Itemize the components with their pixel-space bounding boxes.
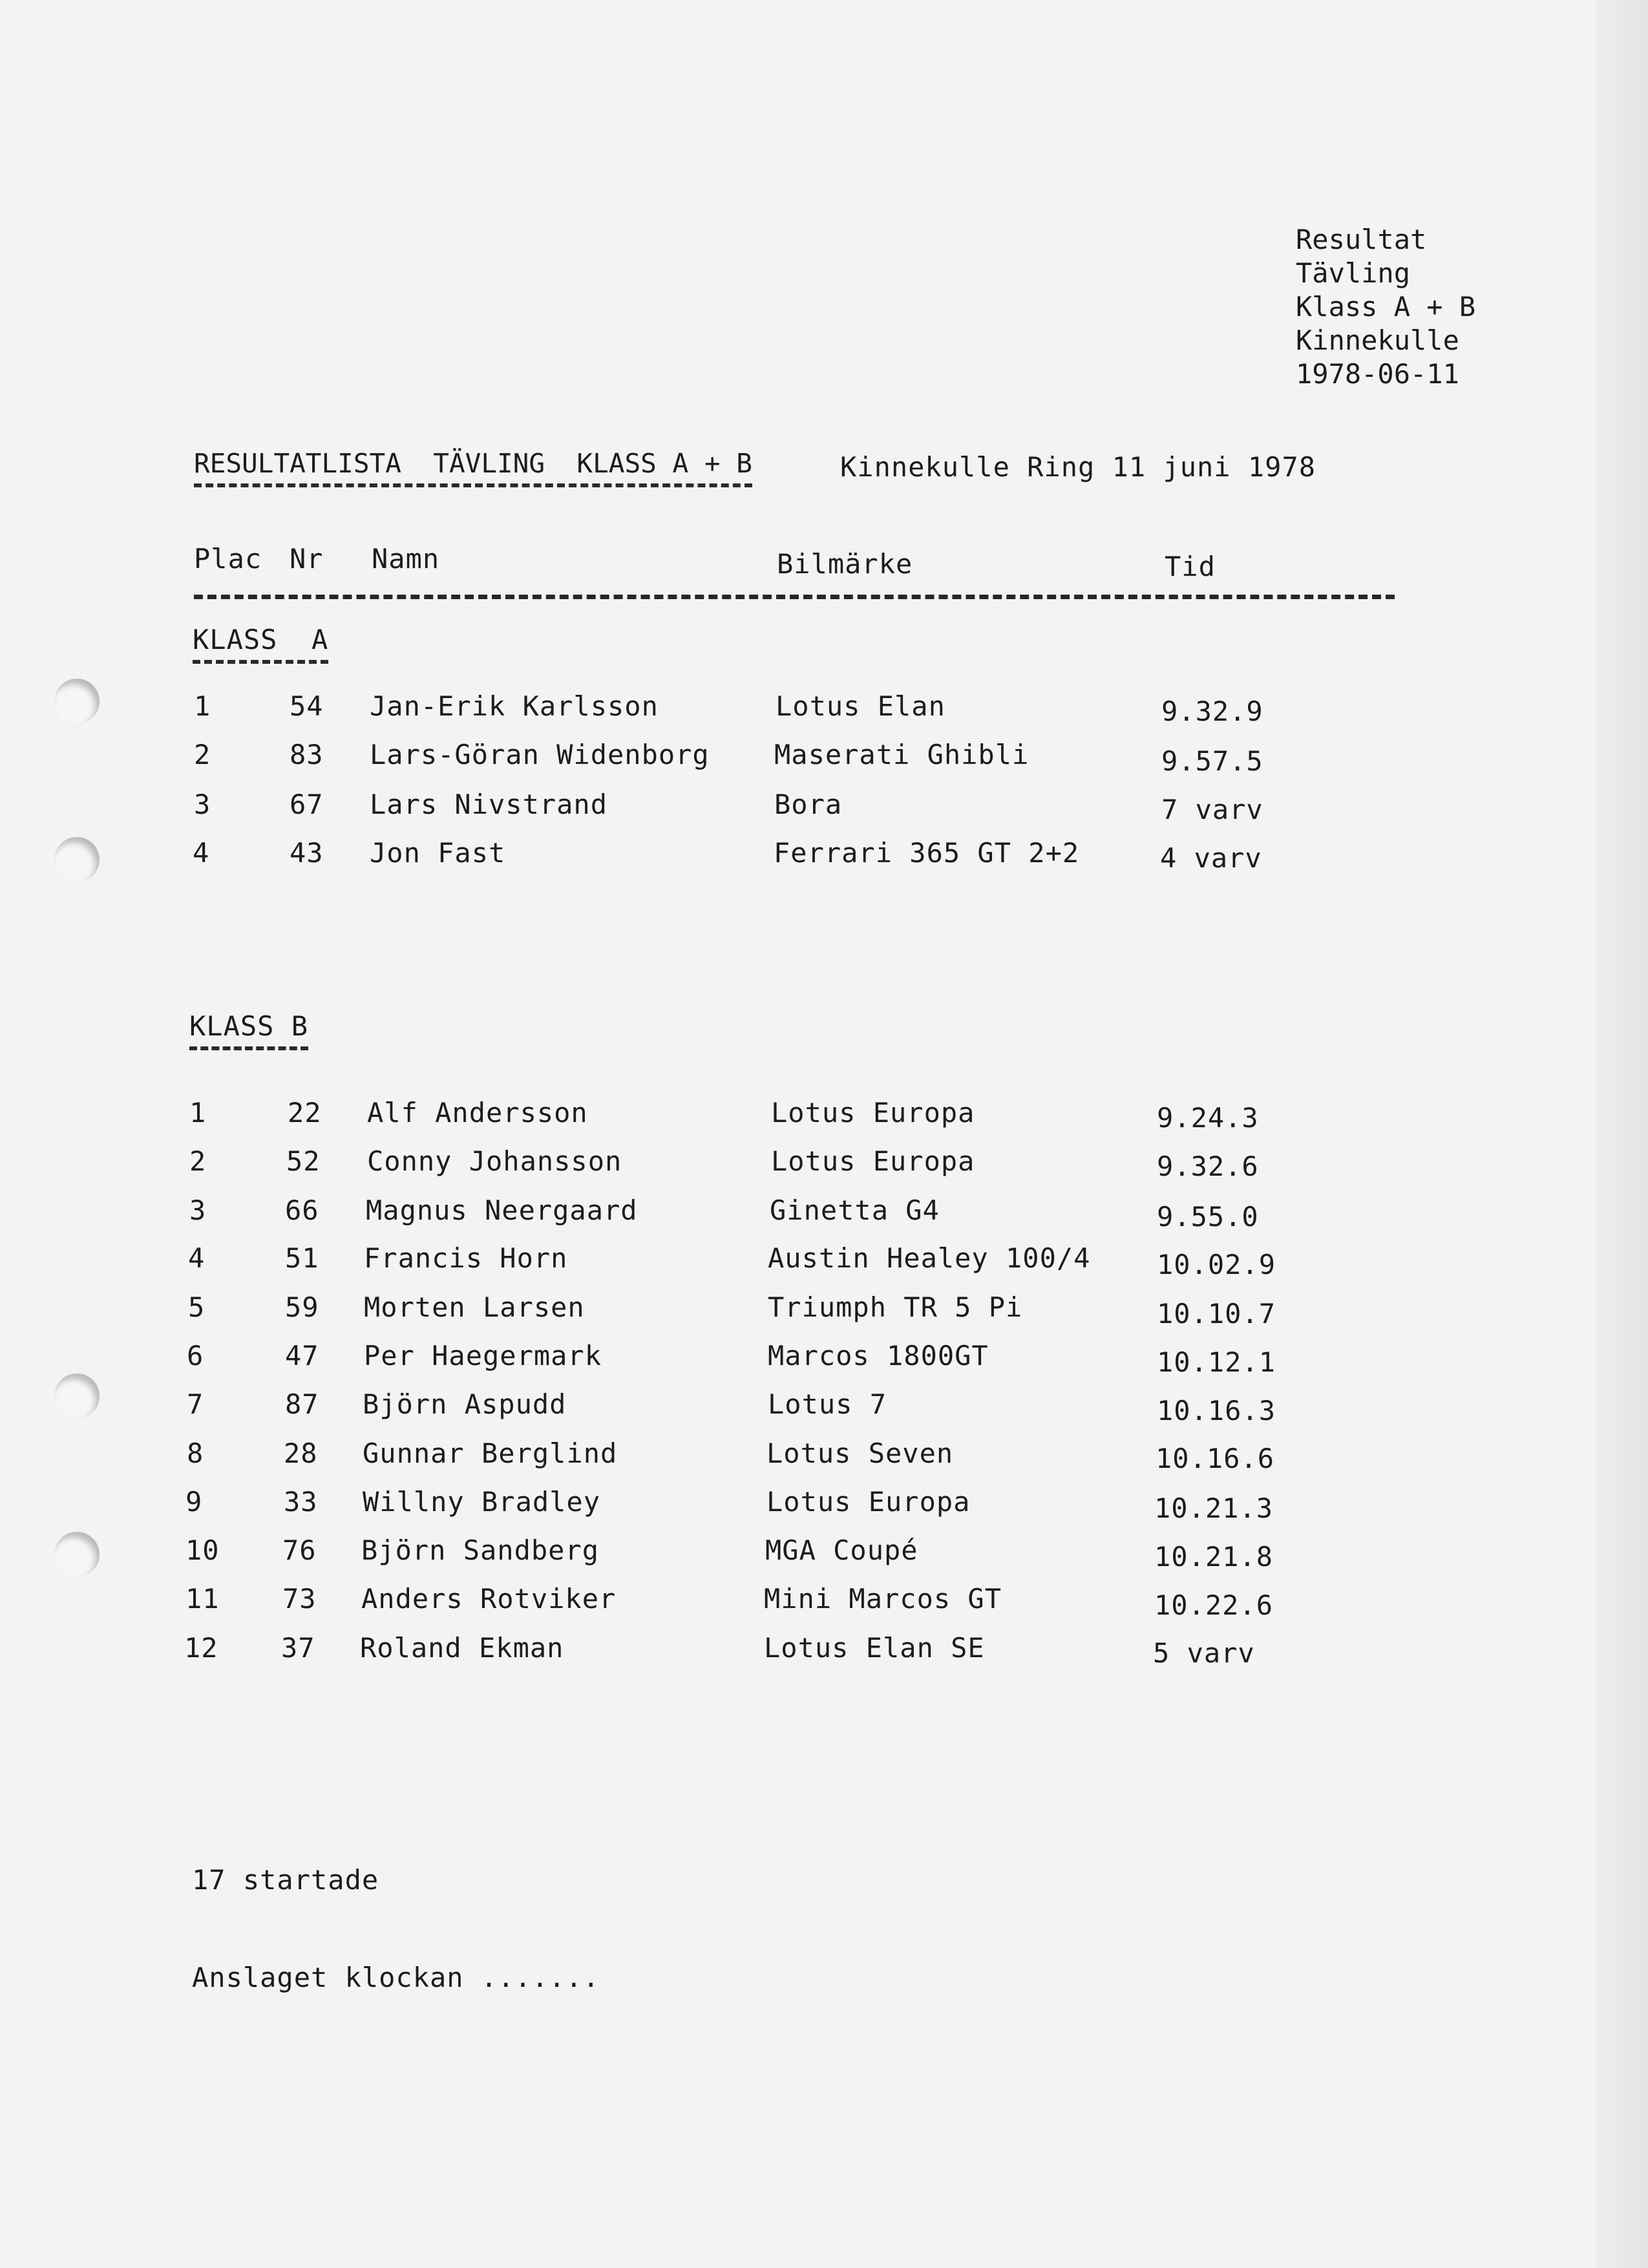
cell-tid: 4 varv <box>1160 842 1262 874</box>
table-row <box>0 1534 1648 1573</box>
cell-tid: 7 varv <box>1161 794 1263 825</box>
posted-time: Anslaget klockan ....... <box>192 1962 600 1993</box>
header-line: Kinnekulle <box>1296 324 1459 356</box>
cell-namn: Alf Andersson <box>367 1097 588 1129</box>
cell-nr: 28 <box>284 1437 318 1469</box>
cell-bil: Lotus Europa <box>771 1145 975 1177</box>
table-row <box>0 739 1648 778</box>
cell-nr: 43 <box>290 837 324 869</box>
cell-plac: 4 <box>188 1242 206 1274</box>
cell-tid: 9.32.6 <box>1157 1150 1259 1182</box>
table-row <box>0 690 1648 729</box>
column-header-tid: Tid <box>1165 551 1216 582</box>
page-title: RESULTATLISTA TÄVLING KLASS A + B <box>194 447 752 487</box>
cell-nr: 73 <box>282 1583 317 1615</box>
cell-tid: 9.24.3 <box>1157 1102 1259 1134</box>
cell-namn: Björn Aspudd <box>363 1388 567 1420</box>
cell-bil: Lotus Europa <box>771 1097 975 1129</box>
cell-nr: 37 <box>281 1632 315 1664</box>
cell-nr: 54 <box>290 690 324 722</box>
cell-nr: 83 <box>290 739 324 770</box>
cell-nr: 51 <box>285 1242 319 1274</box>
cell-namn: Willny Bradley <box>363 1486 601 1518</box>
header-line: Resultat <box>1296 224 1427 255</box>
cell-plac: 5 <box>188 1291 206 1323</box>
cell-tid: 10.16.3 <box>1157 1395 1276 1426</box>
cell-bil: Triumph TR 5 Pi <box>768 1291 1023 1323</box>
venue-date: Kinnekulle Ring 11 juni 1978 <box>840 451 1316 483</box>
cell-namn: Lars-Göran Widenborg <box>370 739 710 770</box>
table-row <box>0 1437 1648 1476</box>
table-row <box>0 837 1648 876</box>
table-row <box>0 1632 1648 1671</box>
header-line: Klass A + B <box>1296 291 1476 323</box>
cell-plac: 12 <box>184 1632 218 1664</box>
cell-plac: 1 <box>194 690 211 722</box>
cell-tid: 9.32.9 <box>1161 695 1263 727</box>
table-row <box>0 1145 1648 1184</box>
column-header-bilmarke: Bilmärke <box>777 548 913 580</box>
cell-plac: 2 <box>194 739 211 770</box>
cell-bil: Bora <box>774 789 843 820</box>
cell-bil: Lotus Europa <box>766 1486 971 1518</box>
cell-tid: 10.21.8 <box>1154 1541 1274 1573</box>
table-row <box>0 1486 1648 1525</box>
cell-plac: 6 <box>187 1340 204 1372</box>
cell-nr: 22 <box>288 1097 322 1129</box>
cell-bil: Mini Marcos GT <box>764 1583 1002 1615</box>
cell-plac: 4 <box>193 837 210 869</box>
cell-bil: Austin Healey 100/4 <box>768 1242 1091 1274</box>
cell-plac: 3 <box>189 1194 207 1226</box>
cell-bil: Ferrari 365 GT 2+2 <box>774 837 1080 869</box>
cell-namn: Björn Sandberg <box>361 1534 600 1566</box>
cell-bil: Maserati Ghibli <box>774 739 1030 770</box>
cell-tid: 5 varv <box>1153 1637 1255 1669</box>
cell-nr: 67 <box>290 789 324 820</box>
cell-namn: Conny Johansson <box>367 1145 622 1177</box>
cell-plac: 11 <box>185 1583 220 1615</box>
cell-tid: 10.12.1 <box>1157 1346 1276 1378</box>
cell-tid: 10.10.7 <box>1157 1298 1276 1330</box>
table-row <box>0 1242 1648 1281</box>
column-header-plac: Plac <box>194 543 262 575</box>
cell-bil: MGA Coupé <box>765 1534 918 1566</box>
cell-namn: Francis Horn <box>364 1242 568 1274</box>
cell-nr: 33 <box>284 1486 318 1518</box>
cell-bil: Lotus 7 <box>768 1388 887 1420</box>
column-header-nr: Nr <box>290 543 324 575</box>
cell-plac: 10 <box>185 1534 220 1566</box>
table-row <box>0 1340 1648 1379</box>
cell-tid: 10.16.6 <box>1156 1443 1275 1474</box>
header-line: Tävling <box>1296 257 1411 289</box>
cell-tid: 10.21.3 <box>1154 1492 1274 1524</box>
cell-nr: 66 <box>285 1194 319 1226</box>
cell-plac: 2 <box>189 1145 207 1177</box>
cell-tid: 10.22.6 <box>1154 1589 1274 1621</box>
cell-nr: 76 <box>282 1534 317 1566</box>
cell-bil: Lotus Elan <box>776 690 945 722</box>
table-row <box>0 1194 1648 1233</box>
cell-bil: Lotus Elan SE <box>764 1632 985 1664</box>
section-label-klass-a: KLASS A <box>193 624 328 664</box>
cell-namn: Magnus Neergaard <box>366 1194 638 1226</box>
cell-nr: 47 <box>285 1340 319 1372</box>
cell-plac: 3 <box>194 789 211 820</box>
cell-plac: 8 <box>187 1437 204 1469</box>
cell-namn: Lars Nivstrand <box>370 789 608 820</box>
cell-namn: Roland Ekman <box>360 1632 564 1664</box>
table-row <box>0 1097 1648 1136</box>
table-row <box>0 1388 1648 1427</box>
cell-nr: 87 <box>285 1388 319 1420</box>
column-header-namn: Namn <box>372 543 440 575</box>
cell-namn: Gunnar Berglind <box>363 1437 618 1469</box>
header-line: 1978-06-11 <box>1296 358 1459 390</box>
started-count: 17 startade <box>192 1864 379 1896</box>
cell-tid: 10.02.9 <box>1157 1249 1276 1280</box>
cell-bil: Lotus Seven <box>766 1437 954 1469</box>
cell-nr: 52 <box>286 1145 321 1177</box>
header-divider <box>194 595 1395 599</box>
table-row <box>0 1291 1648 1330</box>
cell-namn: Per Haegermark <box>364 1340 602 1372</box>
cell-namn: Jon Fast <box>370 837 506 869</box>
cell-tid: 9.55.0 <box>1157 1201 1259 1233</box>
cell-plac: 9 <box>185 1486 203 1518</box>
cell-plac: 1 <box>189 1097 207 1129</box>
cell-tid: 9.57.5 <box>1161 745 1263 777</box>
section-label-klass-b: KLASS B <box>189 1010 308 1050</box>
cell-namn: Anders Rotviker <box>361 1583 617 1615</box>
cell-bil: Ginetta G4 <box>770 1194 940 1226</box>
cell-plac: 7 <box>187 1388 204 1420</box>
table-row <box>0 789 1648 827</box>
table-row <box>0 1583 1648 1622</box>
cell-namn: Morten Larsen <box>364 1291 585 1323</box>
cell-bil: Marcos 1800GT <box>768 1340 989 1372</box>
cell-nr: 59 <box>285 1291 319 1323</box>
cell-namn: Jan-Erik Karlsson <box>370 690 659 722</box>
document-header <box>1296 223 1475 391</box>
